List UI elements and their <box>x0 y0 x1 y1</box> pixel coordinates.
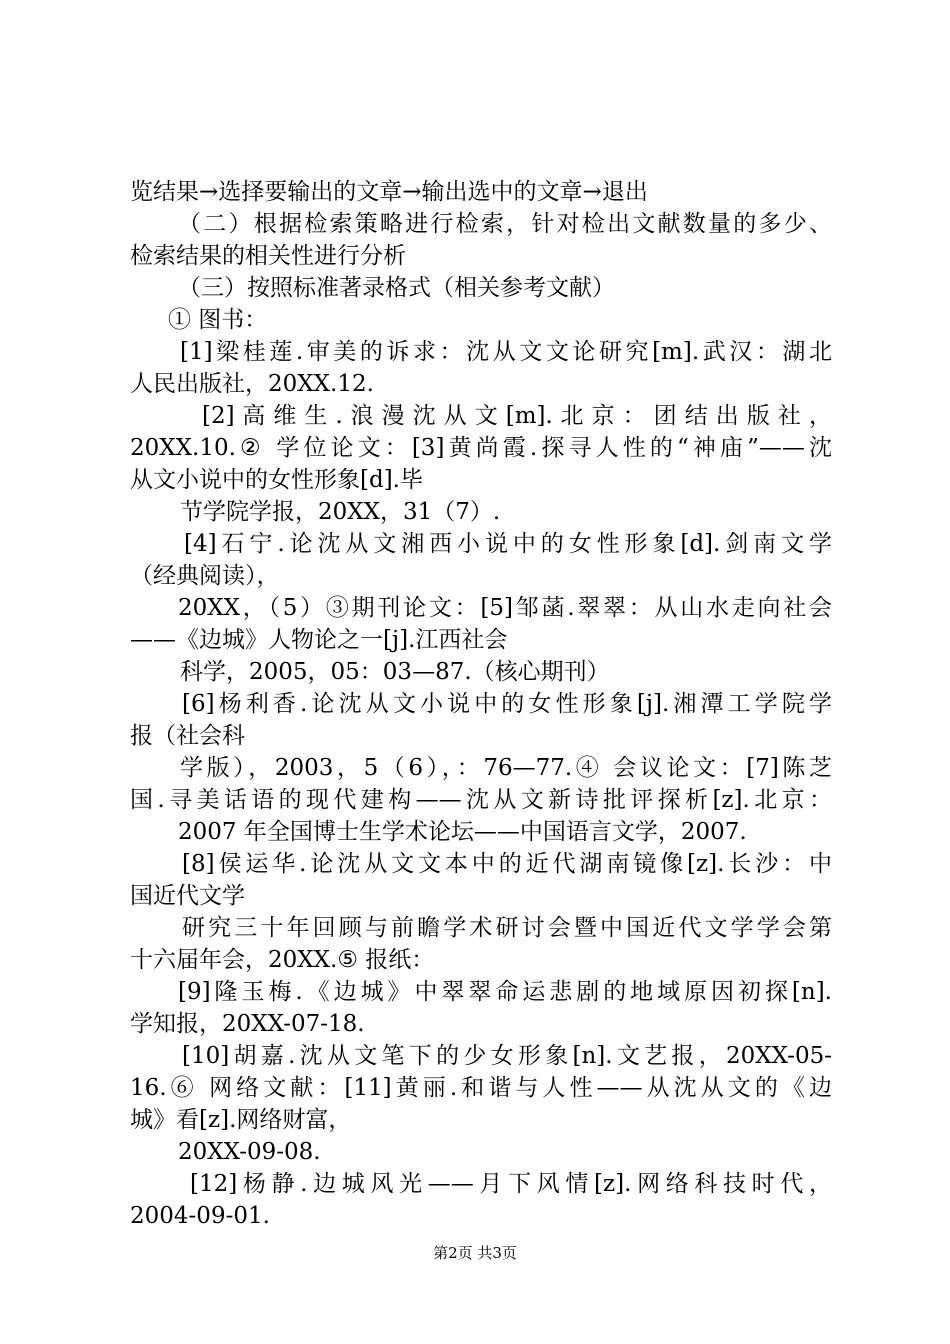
reference-line: ——《边城》人物论之一[j].江西社会 <box>130 627 508 653</box>
reference-line: 节学院学报，20XX，31（7）. <box>180 499 501 525</box>
document-body <box>130 176 832 1232</box>
section-heading: （三）按照标准著录格式（相关参考文献） <box>178 275 615 301</box>
reference-line: [10]胡嘉.沈从文笔下的少女形象[n].文艺报，20XX-05- <box>182 1043 832 1069</box>
reference-line: 城》看[z].网络财富， <box>130 1107 352 1133</box>
reference-line: （经典阅读）， <box>130 563 280 589</box>
reference-line: 国.寻美话语的现代建构——沈从文新诗批评探析[z].北京： <box>130 787 832 813</box>
reference-line: 20XX，（5）③期刊论文：[5]邹菡.翠翠：从山水走向社会 <box>178 595 832 621</box>
reference-line: 研究三十年回顾与前瞻学术研讨会暨中国近代文学学会第 <box>182 915 832 941</box>
reference-line: [6]杨利香.论沈从文小说中的女性形象[j].湘潭工学院学 <box>182 691 832 717</box>
text-line: （二）根据检索策略进行检索，针对检出文献数量的多少、 <box>178 211 832 237</box>
reference-line: 国近代文学 <box>130 883 245 909</box>
reference-line: 2004-09-01. <box>130 1203 270 1229</box>
reference-line: 学版），2003，5（6），：76—77.④ 会议论文：[7]陈芝 <box>180 755 832 781</box>
reference-line: [8]侯运华.论沈从文文本中的近代湖南镜像[z].长沙：中 <box>182 851 832 877</box>
reference-line: [4]石宁.论沈从文湘西小说中的女性形象[d].剑南文学 <box>184 531 832 557</box>
reference-line: [1]梁桂莲.审美的诉求：沈从文文论研究[m].武汉：湖北 <box>180 339 832 365</box>
reference-line: 科学，2005，05：03—87.（核心期刊） <box>180 659 610 685</box>
reference-line: [12]杨静.边城风光——月下风情[z].网络科技时代， <box>190 1171 832 1197</box>
reference-line: 十六届年会，20XX.⑤ 报纸： <box>130 947 435 973</box>
text-line: 览结果→选择要输出的文章→输出选中的文章→退出 <box>130 179 648 205</box>
reference-line: 2007 年全国博士生学术论坛——中国语言文学，2007. <box>178 819 747 845</box>
reference-line: 人民出版社，20XX.12. <box>130 371 374 397</box>
text-line: 检索结果的相关性进行分析 <box>130 243 406 269</box>
reference-line: 20XX.10.② 学位论文：[3]黄尚霞.探寻人性的“神庙”——沈 <box>130 435 832 461</box>
page-footer: 第2页 共3页 <box>433 1244 517 1262</box>
reference-line: [9]隆玉梅.《边城》中翠翠命运悲剧的地域原因初探[n]. <box>178 979 832 1005</box>
subsection-heading: ① 图书： <box>168 307 268 333</box>
reference-line: 从文小说中的女性形象[d].毕 <box>130 467 423 493</box>
reference-line: 学知报，20XX-07-18. <box>130 1011 365 1037</box>
reference-line: 20XX-09-08. <box>178 1139 321 1165</box>
reference-line: 报（社会科 <box>130 723 245 749</box>
reference-line: 16.⑥ 网络文献：[11]黄丽.和谐与人性——从沈从文的《边 <box>130 1075 832 1101</box>
reference-line: [2] 高 维 生 . 浪 漫 沈 从 文 [m]. 北 京 ： 团 结 出 版 社 ， <box>202 403 832 429</box>
